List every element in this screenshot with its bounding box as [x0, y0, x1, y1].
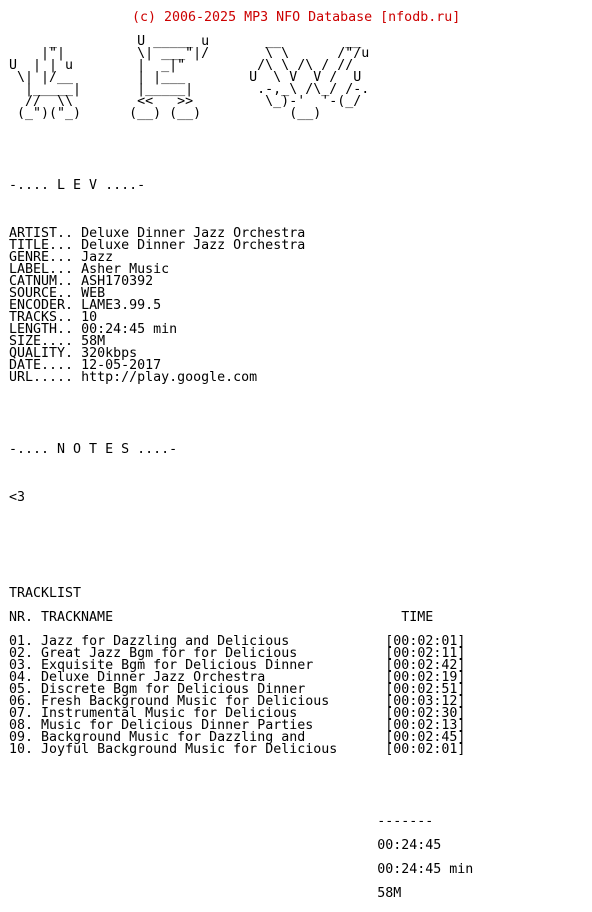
track-number: 07.: [9, 706, 34, 721]
summary-total-size: [9, 888, 473, 900]
summary-total-length: [9, 864, 473, 876]
summary-rule: [9, 816, 473, 828]
track-time: [00:02:19]: [385, 670, 466, 685]
track-number: 08.: [9, 718, 34, 733]
info-value: 58M: [81, 334, 106, 349]
blank-line: [9, 468, 473, 480]
ascii-art-line: (_")("_) (__) (__) (__): [9, 106, 322, 121]
track-time: [00:02:51]: [385, 682, 466, 697]
summary-total-time: [9, 840, 473, 852]
info-key: TITLE...: [9, 238, 74, 253]
blank-line: [9, 768, 473, 780]
info-value: 12-05-2017: [81, 358, 162, 373]
blank-line: [9, 204, 473, 216]
info-value: Deluxe Dinner Jazz Orchestra: [81, 226, 306, 241]
info-key: CATNUM..: [9, 274, 74, 289]
tracklist-header: NR. TRACKNAME TIME: [9, 610, 434, 625]
info-key: GENRE...: [9, 250, 74, 265]
nfodb-header: (c) 2006-2025 MP3 NFO Database [nfodb.ru]: [132, 10, 461, 25]
blank-line: [9, 792, 473, 804]
track-name: Great Jazz Bgm for for Delicious: [41, 646, 298, 661]
info-value: 320kbps: [81, 346, 138, 361]
track-time: [00:02:30]: [385, 706, 466, 721]
track-number: 10.: [9, 742, 34, 757]
blank-line: [9, 156, 473, 168]
track-time: [00:02:42]: [385, 658, 466, 673]
group-banner: -.... L E V ....-: [9, 178, 146, 193]
track-name: Exquisite Bgm for Delicious Dinner: [41, 658, 314, 673]
info-value: WEB: [81, 286, 106, 301]
info-value: 00:24:45 min: [81, 322, 178, 337]
info-key: SIZE....: [9, 334, 74, 349]
track-number: 03.: [9, 658, 34, 673]
track-number: 06.: [9, 694, 34, 709]
track-name: Discrete Bgm for Delicious Dinner: [41, 682, 306, 697]
info-value: Deluxe Dinner Jazz Orchestra: [81, 238, 306, 253]
notes-banner: -.... N O T E S ....-: [9, 442, 178, 457]
blank-line: [9, 540, 473, 552]
ascii-art-logo: [9, 36, 473, 120]
track-time: [00:02:01]: [385, 634, 466, 649]
info-key: TRACKS..: [9, 310, 74, 325]
ascii-art-line: // \\ << >> \_)-' '-(_/: [9, 94, 362, 109]
track-name: Background Music for Dazzling and: [41, 730, 306, 745]
track-time: [00:02:11]: [385, 646, 466, 661]
info-key: SOURCE..: [9, 286, 74, 301]
info-value: Jazz: [81, 250, 114, 265]
info-key: ENCODER.: [9, 298, 74, 313]
info-key: DATE....: [9, 358, 74, 373]
ascii-art-line: _ U _____ u __ __: [9, 34, 362, 49]
info-key: LABEL...: [9, 262, 74, 277]
track-row: [9, 744, 473, 756]
track-number: 01.: [9, 634, 34, 649]
info-value: 10: [81, 310, 98, 325]
summary-total-time-text: 00:24:45: [377, 838, 442, 853]
info-value: Asher Music: [81, 262, 170, 277]
info-key: URL.....: [9, 370, 74, 385]
track-name: Joyful Background Music for Delicious: [41, 742, 338, 757]
info-value: ASH170392: [81, 274, 154, 289]
info-value: http://play.google.com: [81, 370, 258, 385]
summary-total-size-text: 58M: [377, 886, 402, 901]
release-info: [9, 228, 473, 384]
ascii-art-line: U | | u | _|" /\ \ /\ / //: [9, 58, 354, 73]
info-key: LENGTH..: [9, 322, 74, 337]
track-number: 09.: [9, 730, 34, 745]
track-name: Instrumental Music for Delicious: [41, 706, 298, 721]
summary-indent: [9, 814, 377, 829]
track-name: Jazz for Dazzling and Delicious: [41, 634, 290, 649]
tracklist-title: TRACKLIST: [9, 586, 82, 601]
track-name: Deluxe Dinner Jazz Orchestra: [41, 670, 266, 685]
blank-line: [9, 516, 473, 528]
blank-line: [9, 396, 473, 408]
ascii-art-line: |"| \| ___"|/ \ \ /"/u: [9, 46, 370, 61]
info-value: LAME3.99.5: [81, 298, 162, 313]
track-time: [00:02:13]: [385, 718, 466, 733]
tracklist: [9, 636, 473, 756]
summary-rule-text: -------: [377, 814, 434, 829]
ascii-art-line: \| |/__ | |___ U \ V V / U: [9, 70, 362, 85]
track-time: [00:02:45]: [385, 730, 466, 745]
track-number: 02.: [9, 646, 34, 661]
ascii-art-line: |_____| |_____| .-,_\ /\_/ /-.: [9, 82, 370, 97]
track-time: [00:02:01]: [385, 742, 466, 757]
summary-total-length-text: 00:24:45 min: [377, 862, 474, 877]
info-key: ARTIST..: [9, 226, 74, 241]
nfo-document: [9, 0, 473, 912]
track-time: [00:03:12]: [385, 694, 466, 709]
track-number: 05.: [9, 682, 34, 697]
notes-text: <3: [9, 490, 26, 505]
info-row: [9, 372, 473, 384]
blank-line: [9, 564, 473, 576]
track-name: Fresh Background Music for Delicious: [41, 694, 330, 709]
blank-line: [9, 420, 473, 432]
info-key: QUALITY.: [9, 346, 74, 361]
blank-line: [9, 132, 473, 144]
track-name: Music for Delicious Dinner Parties: [41, 718, 314, 733]
track-number: 04.: [9, 670, 34, 685]
